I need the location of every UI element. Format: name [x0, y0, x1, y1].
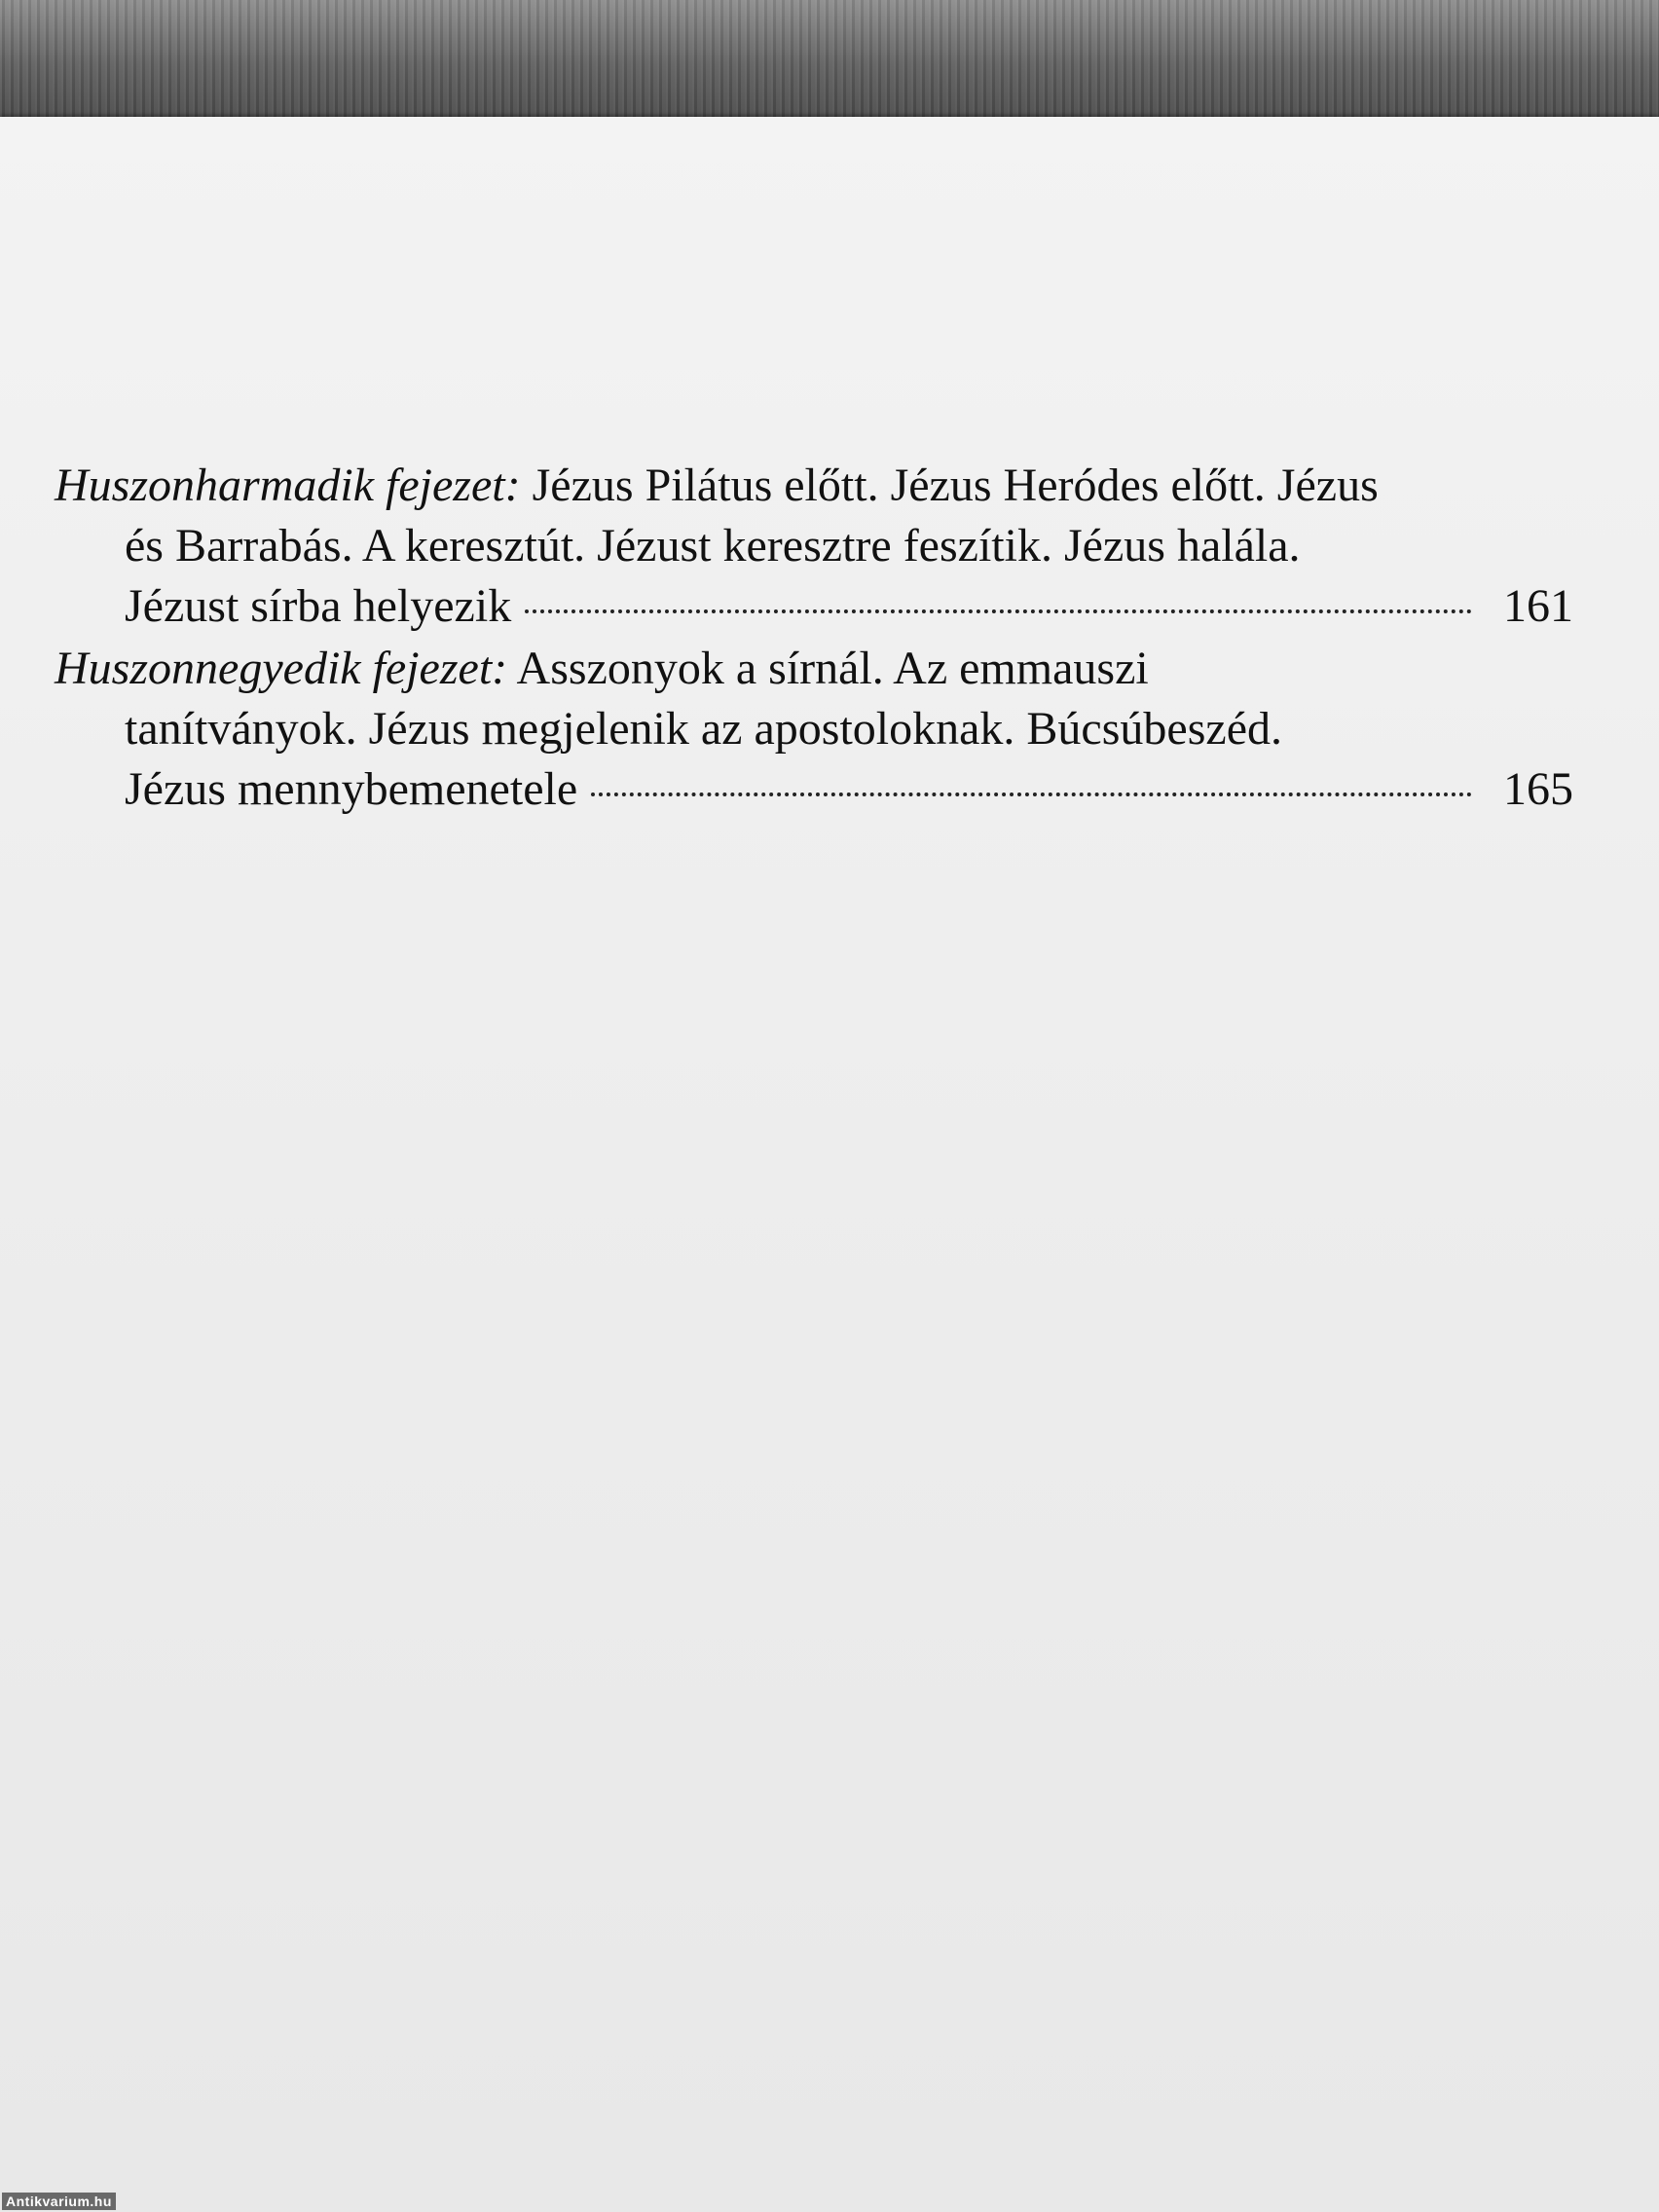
toc-entry-24[interactable] [55, 639, 1573, 820]
toc-entry-first-line [55, 639, 1573, 699]
background-surface [0, 0, 1659, 119]
watermark-text: Antikvarium.hu [2, 2193, 116, 2210]
dot-leader [591, 793, 1472, 796]
toc-entry-last-line [55, 759, 1573, 820]
toc-entry-23[interactable] [55, 456, 1573, 637]
chapter-label: Huszonharmadik fejezet: [55, 460, 521, 511]
toc-entry-first-line [55, 456, 1573, 516]
toc-entry-last-line [55, 576, 1573, 637]
chapter-title-continuation: és Barrabás. A keresztút. Jézust keresztre feszítik. Jézus halála. [125, 520, 1301, 571]
chapter-title-end: Jézust sírba helyezik [125, 580, 512, 632]
book-page [0, 117, 1659, 2212]
chapter-title-start: Jézus Pilátus előtt. Jézus Heródes előtt. Jézus [520, 460, 1379, 511]
chapter-label: Huszonnegyedik fejezet: [55, 643, 508, 694]
dot-leader [525, 609, 1472, 613]
chapter-title-end: Jézus mennybemenetele [125, 763, 578, 815]
page-number: 165 [1503, 763, 1573, 815]
page-number: 161 [1503, 580, 1573, 632]
chapter-title-start: Asszonyok a sírnál. Az emmauszi [507, 643, 1149, 694]
table-of-contents [55, 456, 1573, 820]
chapter-title-continuation: tanítványok. Jézus megjelenik az apostoloknak. Búcsúbeszéd. [125, 703, 1283, 755]
